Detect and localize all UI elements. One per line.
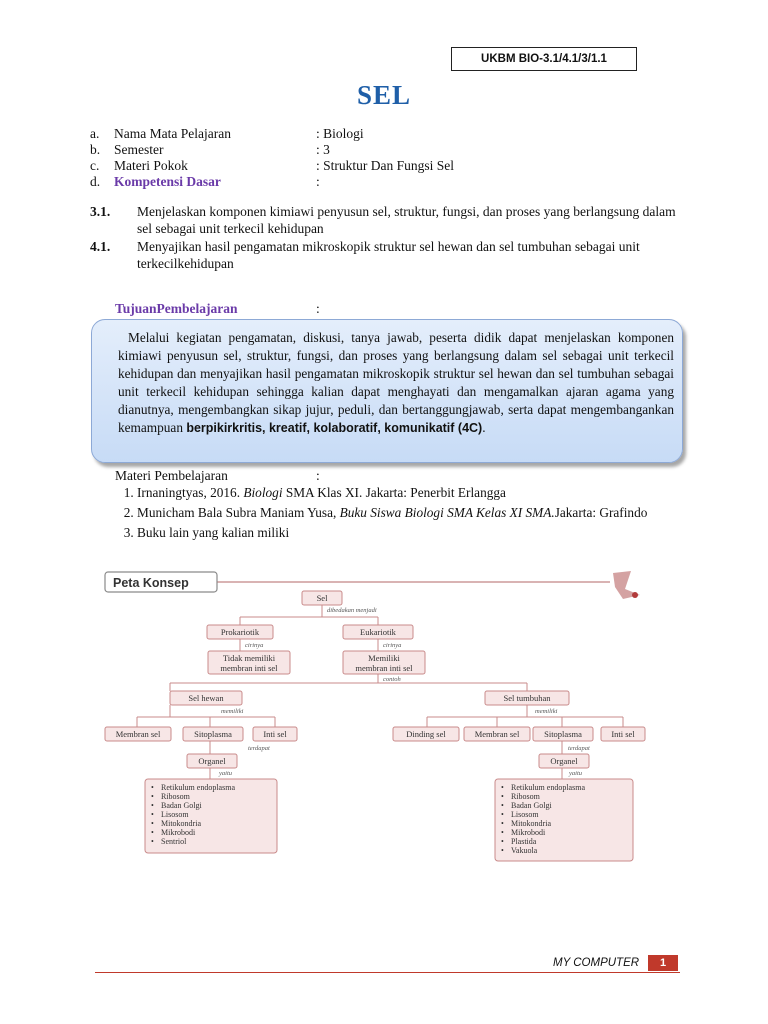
reference-item: 1. Irnaningtyas, 2016. Biologi SMA Klas XI. Jakarta: Penerbit Erlangga (137, 484, 697, 501)
tujuan-box (91, 319, 683, 463)
svg-text:•: • (151, 801, 154, 810)
svg-text:Mitokondria: Mitokondria (511, 819, 551, 828)
svg-text:membran inti sel: membran inti sel (355, 663, 413, 673)
tujuan-heading: TujuanPembelajaran (115, 301, 238, 316)
svg-text:terdapat: terdapat (248, 745, 270, 752)
svg-text:Inti sel: Inti sel (263, 729, 287, 739)
svg-text:Sel tumbuhan: Sel tumbuhan (503, 693, 551, 703)
svg-text:yaitu: yaitu (219, 770, 232, 777)
kd-text: Menjelaskan komponen kimiawi penyusun sel, struktur, fungsi, dan proses yang berlangsung dalam sel sebagai unit terkecil kehidupan (137, 204, 676, 236)
svg-text:Mikrobodi: Mikrobodi (511, 828, 546, 837)
svg-text:•: • (501, 837, 504, 846)
info-key: d. (90, 174, 101, 189)
svg-text:Badan Golgi: Badan Golgi (161, 801, 202, 810)
svg-text:Ribosom: Ribosom (161, 792, 190, 801)
svg-text:Retikulum endoplasma: Retikulum endoplasma (511, 783, 585, 792)
peta-title: Peta Konsep (113, 576, 189, 590)
materi-colon: : (316, 468, 320, 483)
svg-text:Retikulum endoplasma: Retikulum endoplasma (161, 783, 235, 792)
svg-text:•: • (501, 828, 504, 837)
svg-text:cirinya: cirinya (383, 642, 402, 649)
info-value: : 3 (316, 142, 330, 157)
svg-text:Membran sel: Membran sel (115, 729, 161, 739)
info-row-subject (90, 126, 510, 142)
svg-text:Dinding sel: Dinding sel (406, 729, 446, 739)
footer-label: MY COMPUTER (553, 957, 640, 969)
document-code: UKBM BIO-3.1/4.1/3/1.1 (451, 47, 637, 71)
svg-text:•: • (151, 810, 154, 819)
info-row-kompetensi (90, 174, 510, 190)
svg-text:Ribosom: Ribosom (511, 792, 540, 801)
footer-divider (95, 972, 680, 973)
reference-list (117, 484, 697, 544)
svg-text:Prokariotik: Prokariotik (220, 627, 260, 637)
svg-text:Mikrobodi: Mikrobodi (161, 828, 196, 837)
svg-text:terdapat: terdapat (568, 745, 590, 752)
svg-text:•: • (501, 783, 504, 792)
reference-item: 2. Municham Bala Subra Maniam Yusa, Buku Siswa Biologi SMA Kelas XI SMA.Jakarta: Grafindo (137, 504, 697, 521)
kd-number: 4.1. (90, 239, 111, 254)
svg-text:cirinya: cirinya (245, 642, 264, 649)
info-key: a. (90, 126, 100, 141)
info-key: c. (90, 158, 100, 173)
info-value: : Biologi (316, 126, 364, 141)
info-row-materi (90, 158, 510, 174)
tujuan-bold-text: berpikirkritis, kreatif, kolaboratif, komunikatif (4C) (186, 421, 483, 435)
svg-text:Badan Golgi: Badan Golgi (511, 801, 552, 810)
svg-text:•: • (501, 801, 504, 810)
info-label: Materi Pokok (114, 158, 188, 173)
svg-text:Mitokondria: Mitokondria (161, 819, 201, 828)
svg-text:•: • (151, 783, 154, 792)
svg-text:Sentriol: Sentriol (161, 837, 187, 846)
svg-text:membran inti sel: membran inti sel (220, 663, 278, 673)
svg-text:Plastida: Plastida (511, 837, 537, 846)
svg-text:memiliki: memiliki (221, 708, 244, 715)
page-number: 1 (648, 955, 678, 971)
info-value: : Struktur Dan Fungsi Sel (316, 158, 455, 173)
svg-text:•: • (501, 819, 504, 828)
svg-text:•: • (151, 819, 154, 828)
svg-text:memiliki: memiliki (535, 708, 558, 715)
kd-number: 3.1. (90, 204, 111, 219)
svg-text:contoh: contoh (383, 676, 401, 683)
tujuan-text: Melalui kegiatan pengamatan, diskusi, tanya jawab, peserta didik dapat menjelaskan komponen kimiawi penyusun sel, struktur, fungsi, dan proses yang berlangsung dalam sel sebagai unit terkecil kehidupan dan menyajikan hasil pengamatan mikroskopik struktur sel hewan dan sel tumbuhan sebagai unit terkecil kehidupan sehingga kalian dapat menghayati dan mengamalkan ajaran agama yang dianutnya, mengembangkan sikap jujur, peduli, dan bertanggungjawab, serta dapat mengembangankan kemampuan (118, 330, 674, 435)
tujuan-end: . (482, 420, 486, 435)
svg-text:•: • (501, 846, 504, 855)
svg-text:yaitu: yaitu (569, 770, 582, 777)
svg-text:dibedakan menjadi: dibedakan menjadi (327, 607, 377, 614)
info-key: b. (90, 142, 101, 157)
info-label: Kompetensi Dasar (114, 174, 221, 189)
document-title: SEL (356, 80, 412, 110)
concept-map (95, 565, 655, 870)
info-value: : (316, 174, 320, 189)
svg-text:Sitoplasma: Sitoplasma (544, 729, 582, 739)
svg-text:Membran sel: Membran sel (474, 729, 520, 739)
svg-text:Sitoplasma: Sitoplasma (194, 729, 232, 739)
kd-text: Menyajikan hasil pengamatan mikroskopik struktur sel hewan dan sel tumbuhan sebagai unit terkecilkehidupan (137, 239, 640, 271)
svg-text:Sel: Sel (316, 593, 328, 603)
svg-text:•: • (151, 828, 154, 837)
tujuan-colon: : (316, 301, 320, 316)
materi-heading: Materi Pembelajaran (115, 468, 228, 483)
info-row-semester (90, 142, 510, 158)
svg-text:Organel: Organel (198, 756, 226, 766)
kd-item-3-1 (90, 203, 690, 237)
svg-text:Lisosom: Lisosom (511, 810, 539, 819)
svg-text:•: • (151, 792, 154, 801)
svg-text:Inti sel: Inti sel (611, 729, 635, 739)
svg-text:Vakuola: Vakuola (511, 846, 538, 855)
svg-text:Organel: Organel (550, 756, 578, 766)
info-label: Nama Mata Pelajaran (114, 126, 231, 141)
svg-text:Eukariotik: Eukariotik (360, 627, 396, 637)
info-label: Semester (114, 142, 164, 157)
svg-text:•: • (151, 837, 154, 846)
svg-text:•: • (501, 792, 504, 801)
kd-item-4-1 (90, 238, 690, 272)
svg-text:Tidak memiliki: Tidak memiliki (222, 653, 276, 663)
svg-text:Memiliki: Memiliki (368, 653, 400, 663)
decorative-icon (613, 571, 640, 599)
reference-item: 3. Buku lain yang kalian miliki (137, 524, 697, 541)
svg-text:•: • (501, 810, 504, 819)
svg-text:Sel hewan: Sel hewan (188, 693, 224, 703)
svg-text:Lisosom: Lisosom (161, 810, 189, 819)
info-list (90, 126, 510, 190)
